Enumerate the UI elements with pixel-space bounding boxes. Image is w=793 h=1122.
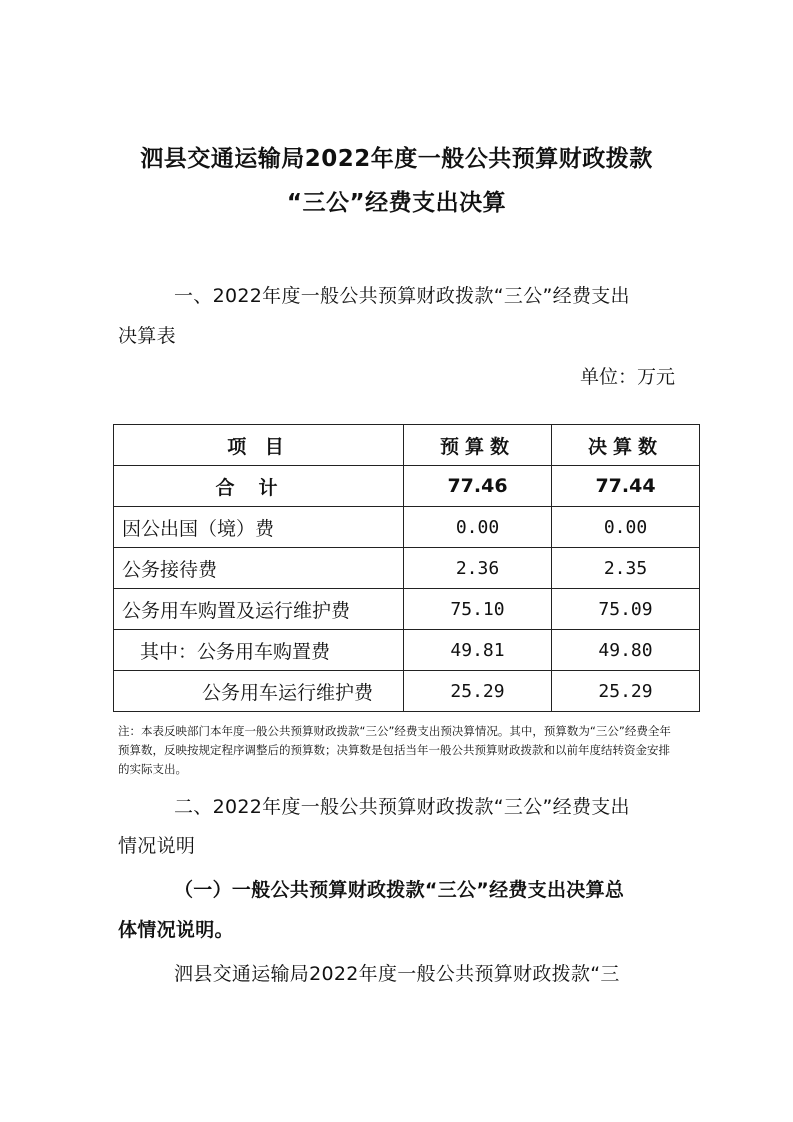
table-row bbox=[114, 548, 700, 589]
row-label: 公务接待费 bbox=[114, 548, 404, 589]
unit-label: 单位：万元 bbox=[579, 366, 675, 388]
section1-heading-line1: 一、2022年度一般公共预算财政拨款“三公”经费支出 bbox=[174, 285, 630, 307]
row-budget: 2.36 bbox=[404, 548, 552, 589]
row-final: 25.29 bbox=[552, 671, 700, 712]
budget-table bbox=[113, 424, 700, 712]
body-paragraph: 泗县交通运输局2022年度一般公共预算财政拨款“三 bbox=[174, 963, 620, 985]
table-note: 注：本表反映部门本年度一般公共预算财政拨款“三公”经费支出预决算情况。其中，预算数为“三公”经费全年预算数，反映按规定程序调整后的预算数；决算数是包括当年一般公共预算财政拨款和以前年度结转资金安排的实际支出。 bbox=[118, 724, 671, 776]
section2-heading-line1: 二、2022年度一般公共预算财政拨款“三公”经费支出 bbox=[174, 796, 630, 818]
header-budget: 预算数 bbox=[404, 425, 552, 466]
document-title-line1: 泗县交通运输局2022年度一般公共预算财政拨款 bbox=[140, 146, 653, 172]
row-label: 公务用车运行维护费 bbox=[114, 671, 404, 712]
row-final: 0.00 bbox=[552, 507, 700, 548]
row-budget: 25.29 bbox=[404, 671, 552, 712]
total-final: 77.44 bbox=[552, 466, 700, 507]
section1-heading-line2: 决算表 bbox=[118, 325, 176, 347]
row-label: 因公出国（境）费 bbox=[114, 507, 404, 548]
row-budget: 0.00 bbox=[404, 507, 552, 548]
table-row bbox=[114, 589, 700, 630]
row-budget: 75.10 bbox=[404, 589, 552, 630]
row-budget: 49.81 bbox=[404, 630, 552, 671]
table-row bbox=[114, 671, 700, 712]
subsection1-heading-line1: （一）一般公共预算财政拨款“三公”经费支出决算总 bbox=[174, 879, 625, 901]
header-item: 项 目 bbox=[114, 425, 404, 466]
table-row bbox=[114, 630, 700, 671]
subsection1-heading-line2: 体情况说明。 bbox=[118, 919, 234, 941]
row-final: 75.09 bbox=[552, 589, 700, 630]
section2-heading-line2: 情况说明 bbox=[118, 835, 196, 857]
row-label: 其中：公务用车购置费 bbox=[114, 630, 404, 671]
header-final: 决算数 bbox=[552, 425, 700, 466]
table-header-row bbox=[114, 425, 700, 466]
row-label: 公务用车购置及运行维护费 bbox=[114, 589, 404, 630]
row-final: 49.80 bbox=[552, 630, 700, 671]
total-label: 合计 bbox=[114, 466, 404, 507]
table-row bbox=[114, 507, 700, 548]
total-budget: 77.46 bbox=[404, 466, 552, 507]
table-total-row bbox=[114, 466, 700, 507]
row-final: 2.35 bbox=[552, 548, 700, 589]
document-title-line2: “三公”经费支出决算 bbox=[286, 190, 507, 216]
